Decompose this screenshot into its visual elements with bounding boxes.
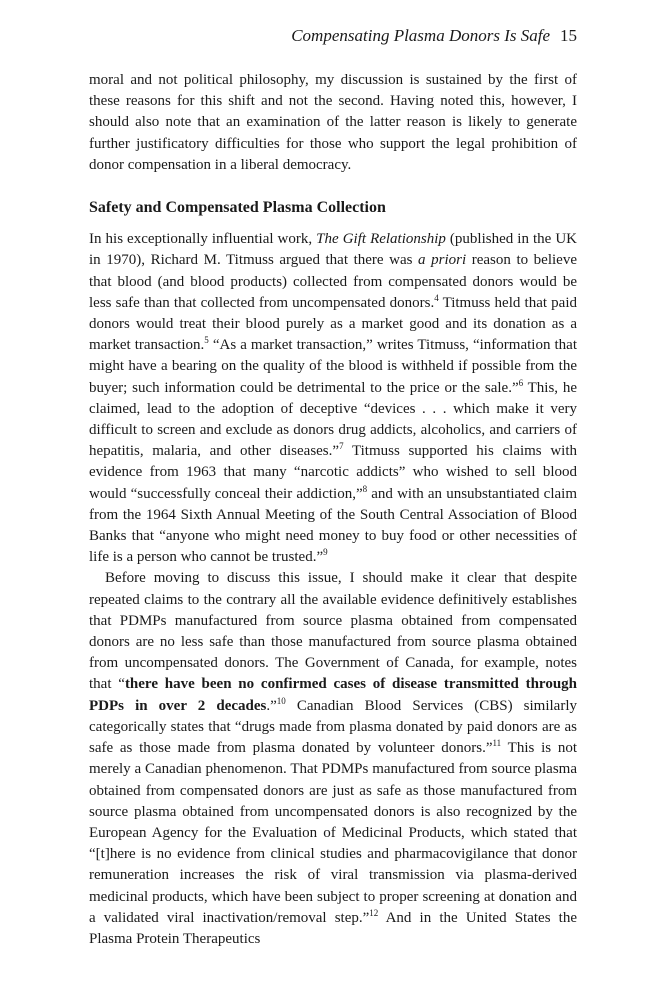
paragraph-evidence — [89, 568, 577, 950]
running-head — [291, 26, 577, 46]
text-run: Titmuss supported his claims with evidence from 1963 that many “narcotic addicts” who wished to sell blood would “successfully conceal their addiction,” — [89, 443, 577, 502]
footnote-ref-8: 8 — [362, 483, 368, 494]
footnote-ref-9: 9 — [323, 547, 328, 558]
text-run: And in the United States the Plasma Protein Therapeutics — [89, 909, 577, 947]
text-run: This is not merely a Canadian phenomenon. That PDMPs manufactured from source plasma obtained from compensated donors are just as safe as those manufactured from source plasma obtained from uncompensated donors is also recognized by the European Agency for the Evaluation of Medicinal Products, which stated that “[t]here is no evidence from clinical studies and pharmacovigilance that donor remuneration increases the risk of viral transmission via plasma-derived medicinal products, which have been subject to proper screening at donation and a validated viral inactivation/removal step.” — [89, 740, 577, 926]
latin-phrase: a priori — [418, 252, 467, 269]
footnote-ref-10: 10 — [276, 695, 286, 706]
paragraph-continued: moral and not political philosophy, my discussion is sustained by the first of these reasons for this shift and not the second. Having noted this, however, I should also note that an examination of the latter reason is likely to generate further justificatory difficulties for those who support the legal prohibition of donor compensation in a liberal democracy. — [89, 72, 577, 173]
text-run: This, he claimed, lead to the adoption of deceptive “devices . . . which make it very difficult to screen and exclude as donors drug addicts, alcoholics, and carriers of hepatitis, malaria, and other diseases.” — [89, 379, 577, 460]
book-title: The Gift Relationship — [316, 231, 446, 248]
section-heading: Safety and Compensated Plasma Collection — [89, 199, 386, 217]
text-run: Canadian Blood Services (CBS) similarly categorically states that “drugs made from plasma donated by paid donors are as safe as those made from plasma donated by volunteer donors.” — [89, 697, 577, 757]
paragraph-gift-relationship — [89, 229, 577, 568]
text-run: Titmuss held that paid donors would treat their blood purely as a market good and its donation as a market transaction. — [89, 294, 577, 354]
text-run: reason to believe that blood (and blood products) collected from compensated donors would be less safe than that collected from uncompensated donors. — [89, 252, 577, 311]
footnote-ref-5: 5 — [204, 335, 209, 346]
footnote-ref-11: 11 — [492, 738, 502, 749]
footnote-ref-12: 12 — [369, 907, 379, 918]
footnote-ref-4: 4 — [434, 292, 439, 303]
body-text — [89, 70, 577, 950]
text-run: (published in the UK in 1970), Richard M. Titmuss argued that there was — [89, 231, 578, 269]
text-run: .” — [266, 697, 277, 714]
text-run: In his exceptionally influential work, — [89, 231, 317, 248]
text-run: Before moving to discuss this issue, I should make it clear that despite repeated claims to the contrary all the available evidence definitively establishes that PDMPs manufactured from source plasma obtained from compensated donors are no less safe than those manufactured from source plasma obtained from uncompensated donors. The Government of Canada, for example, notes that “ — [89, 570, 577, 693]
footnote-ref-7: 7 — [339, 441, 344, 452]
page-number: 15 — [560, 26, 577, 45]
bold-quote: there have been no confirmed cases of disease transmitted through PDPs in over 2 decades — [89, 676, 578, 714]
running-head-title: Compensating Plasma Donors Is Safe — [291, 26, 550, 45]
text-run: “As a market transaction,” writes Titmuss, “information that might have a bearing on the quality of the blood is withheld if possible from the buyer; such information could be detrimental to the price or the sale.” — [89, 337, 577, 396]
text-run: and with an unsubstantiated claim from the 1964 Sixth Annual Meeting of the South Central Association of Blood Banks that “anyone who might need money to buy food or other necessities of life is a person who cannot be trusted.” — [89, 485, 577, 566]
footnote-ref-6: 6 — [518, 377, 524, 388]
